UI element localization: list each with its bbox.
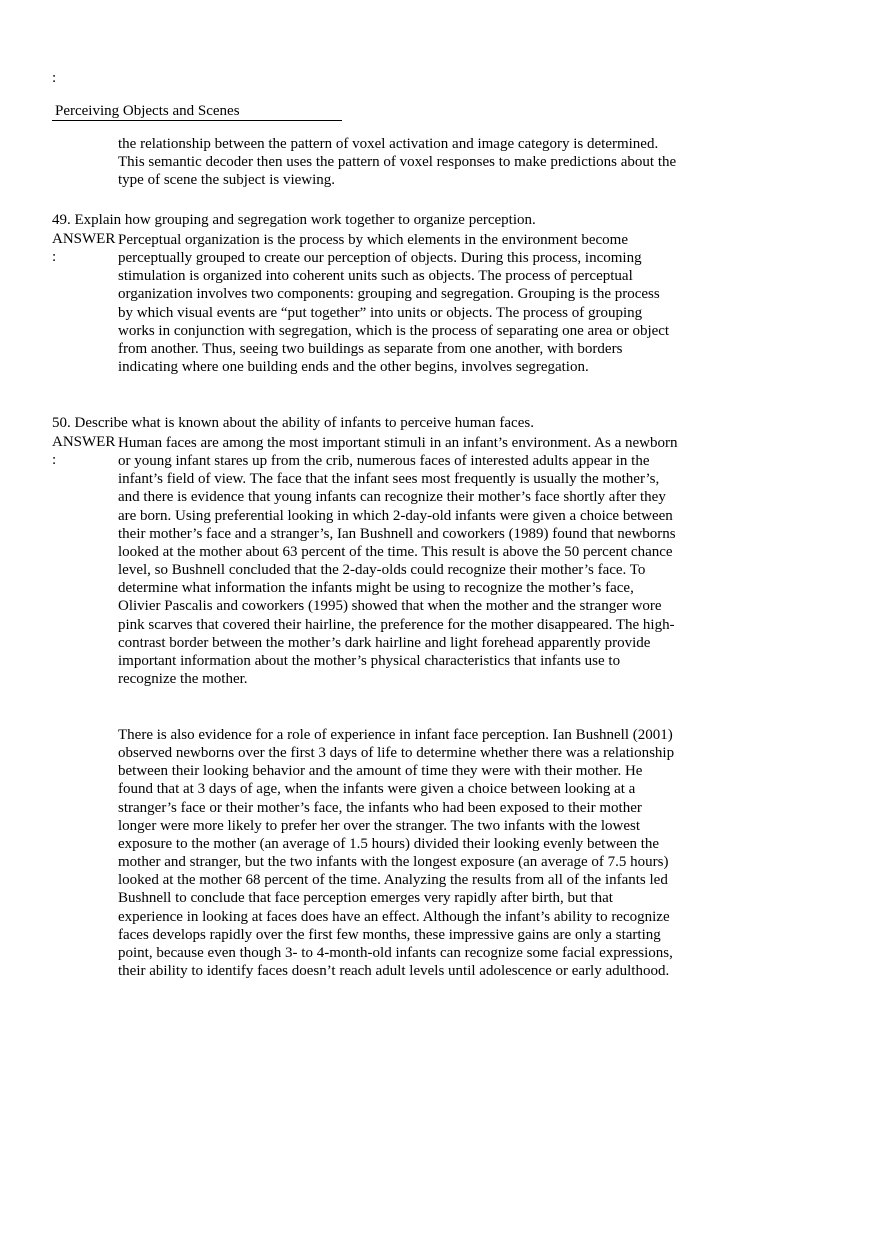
question-49-prompt: 49. Explain how grouping and segregation work together to organize perception. [52, 212, 536, 228]
question-50-answer-paragraph-2: There is also evidence for a role of experience in infant face perception. Ian Bushnell (2001) observed newborns over the first 3 days of life to determine whether there was a relationship between their looking behavior and the amount of time they were with their mother. He found that at 3 days of age, when the infants were given a choice between looking at a stranger’s face or their mother’s face, the infants who had been exposed to their mother longer were more likely to prefer her over the stranger. The two infants with the lowest exposure to the mother (an average of 1.5 hours) divided their looking evenly between the mother and stranger, but the two infants with the longest exposure (an average of 7.5 hours) looked at the mother 68 percent of the time. Analyzing the results from all of the infants led Bushnell to conclude that face perception emerges very rapidly after birth, but that experience in looking at faces does have an effect. Although the infant’s ability to recognize faces develops rapidly over the first few months, these impressive gains are only a starting point, because even though 3- to 4-month-old infants can recognize some facial expressions, their ability to identify faces doesn’t reach adult levels until adolescence or early adulthood. [118, 727, 675, 980]
answer-label-colon: : [52, 249, 57, 265]
continuation-paragraph: the relationship between the pattern of voxel activation and image category is determined. This semantic decoder then uses the pattern of voxel responses to make predictions about the type of scene the subject is viewing. [118, 136, 677, 189]
top-marker: : [52, 70, 57, 86]
question-50-answer-label [52, 433, 118, 469]
page-header-title: Perceiving Objects and Scenes [52, 102, 342, 121]
question-49-answer-paragraph: Perceptual organization is the process by which elements in the environment become perceptually grouped to create our perception of objects. During this process, incoming stimulation is organized into coherent units such as objects. The process of perceptual organization involves two components: grouping and segregation. Grouping is the process by which visual events are “put together” into units or objects. The process of grouping works in conjunction with segregation, which is the process of separating one area or object from another. Thus, seeing two buildings as separate from one another, with borders indicating where one building ends and the other begins, involves segregation. [118, 232, 670, 376]
answer-label-text: ANSWER [52, 434, 116, 450]
answer-label-colon: : [52, 452, 57, 468]
question-50-answer-paragraph-1: Human faces are among the most important stimuli in an infant’s environment. As a newborn or young infant stares up from the crib, numerous faces of interested adults appear in the infant’s field of view. The face that the infant sees most frequently is usually the mother’s, and there is evidence that young infants can recognize their mother’s face shortly after they are born. Using preferential looking in which 2-day-old infants were given a choice between their mother’s face and a stranger’s, Ian Bushnell and coworkers (1989) found that newborns looked at the mother about 63 percent of the time. This result is above the 50 percent chance level, so Bushnell concluded that the 2-day-olds could recognize their mother’s face. To determine what information the infants might be using to recognize the mother’s face, Olivier Pascalis and coworkers (1995) showed that when the mother and the stranger wore pink scarves that covered their hairline, the preference for the mother disappeared. The high-contrast border between the mother’s dark hairline and light forehead apparently provide important information about the mother’s physical characteristics that infants use to recognize the mother. [118, 435, 678, 688]
answer-label-text: ANSWER [52, 231, 116, 247]
question-49-answer-label [52, 230, 118, 266]
question-50-prompt: 50. Describe what is known about the ability of infants to perceive human faces. [52, 415, 534, 431]
